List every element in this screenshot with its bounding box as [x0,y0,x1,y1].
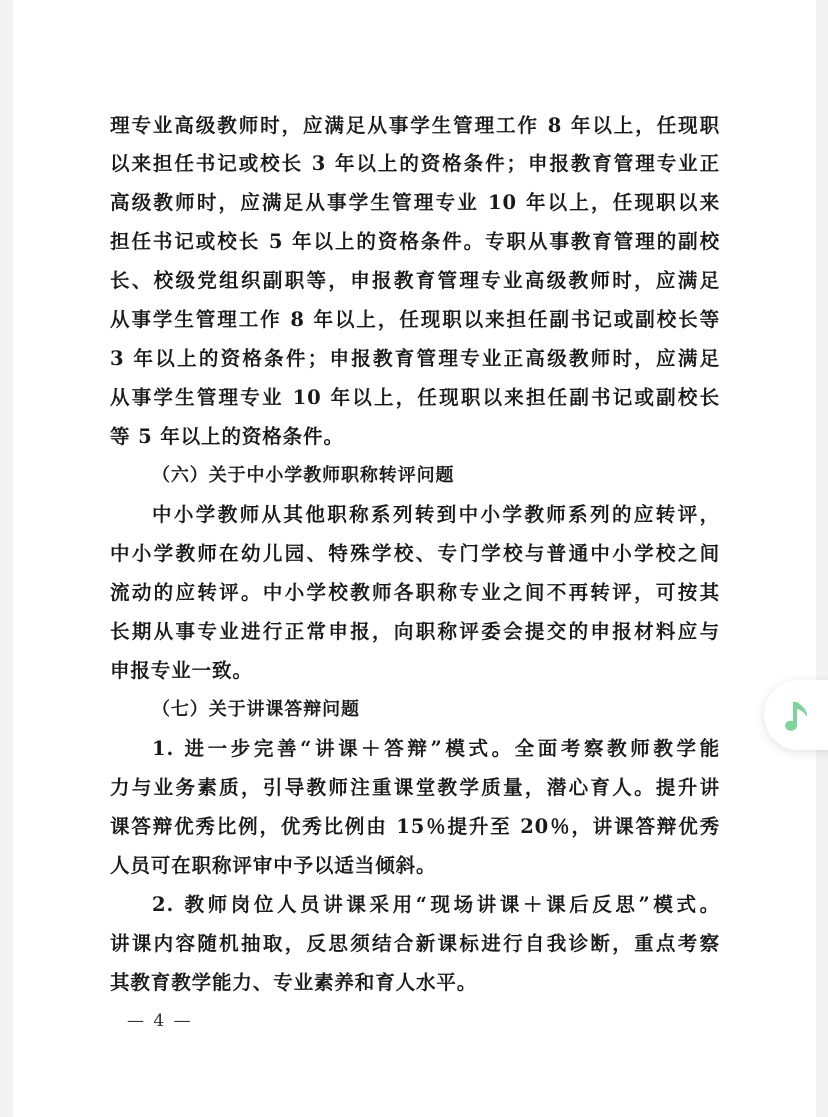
body-text-line: 讲课内容随机抽取，反思须结合新课标进行自我诊断，重点考察 [110,932,720,955]
body-text-line: 课答辩优秀比例，优秀比例由 15％提升至 20％，讲课答辩优秀 [110,815,720,838]
body-text-line: 1. 进一步完善“讲课＋答辩”模式。全面考察教师教学能 [152,737,720,760]
music-float-button[interactable] [764,680,828,750]
body-text-line: 申报专业一致。 [110,659,253,682]
music-note-icon [782,698,814,732]
body-text-line: 长期从事专业进行正常申报，向职称评委会提交的申报材料应与 [110,620,720,643]
body-text-line: 从事学生管理专业 10 年以上，任现职以来担任副书记或副校长 [110,386,720,409]
body-text-line: 等 5 年以上的资格条件。 [110,425,344,448]
body-text-line: 其教育教学能力、专业素养和育人水平。 [110,971,478,994]
body-text-line: 人员可在职称评审中予以适当倾斜。 [110,854,437,877]
body-text-line: 力与业务素质，引导教师注重课堂教学质量，潜心育人。提升讲 [110,776,720,799]
body-text-line: 以来担任书记或校长 3 年以上的资格条件；申报教育管理专业正 [110,152,720,175]
body-text-line: 2. 教师岗位人员讲课采用“现场讲课＋课后反思”模式。 [152,893,720,916]
body-text-line: 理专业高级教师时，应满足从事学生管理工作 8 年以上，任现职 [110,114,720,137]
body-text-line: 长、校级党组织副职等，申报教育管理专业高级教师时，应满足 [110,269,720,292]
body-text-line: 中小学教师从其他职称系列转到中小学教师系列的应转评， [152,503,720,526]
body-text-line: 3 年以上的资格条件；申报教育管理专业正高级教师时，应满足 [110,347,720,370]
section-heading-six: （六）关于中小学教师职称转评问题 [152,465,455,486]
body-text-line: 流动的应转评。中小学校教师各职称专业之间不再转评，可按其 [110,581,720,604]
section-heading-seven: （七）关于讲课答辩问题 [152,699,360,720]
body-text-line: 中小学教师在幼儿园、特殊学校、专门学校与普通中小学校之间 [110,542,720,565]
body-text-line: 高级教师时，应满足从事学生管理专业 10 年以上，任现职以来 [110,191,720,214]
body-text-line: 从事学生管理工作 8 年以上，任现职以来担任副书记或副校长等 [110,308,720,331]
body-text-line: 担任书记或校长 5 年以上的资格条件。专职从事教育管理的副校 [110,230,720,253]
page-number: — 4 — [127,1011,193,1031]
